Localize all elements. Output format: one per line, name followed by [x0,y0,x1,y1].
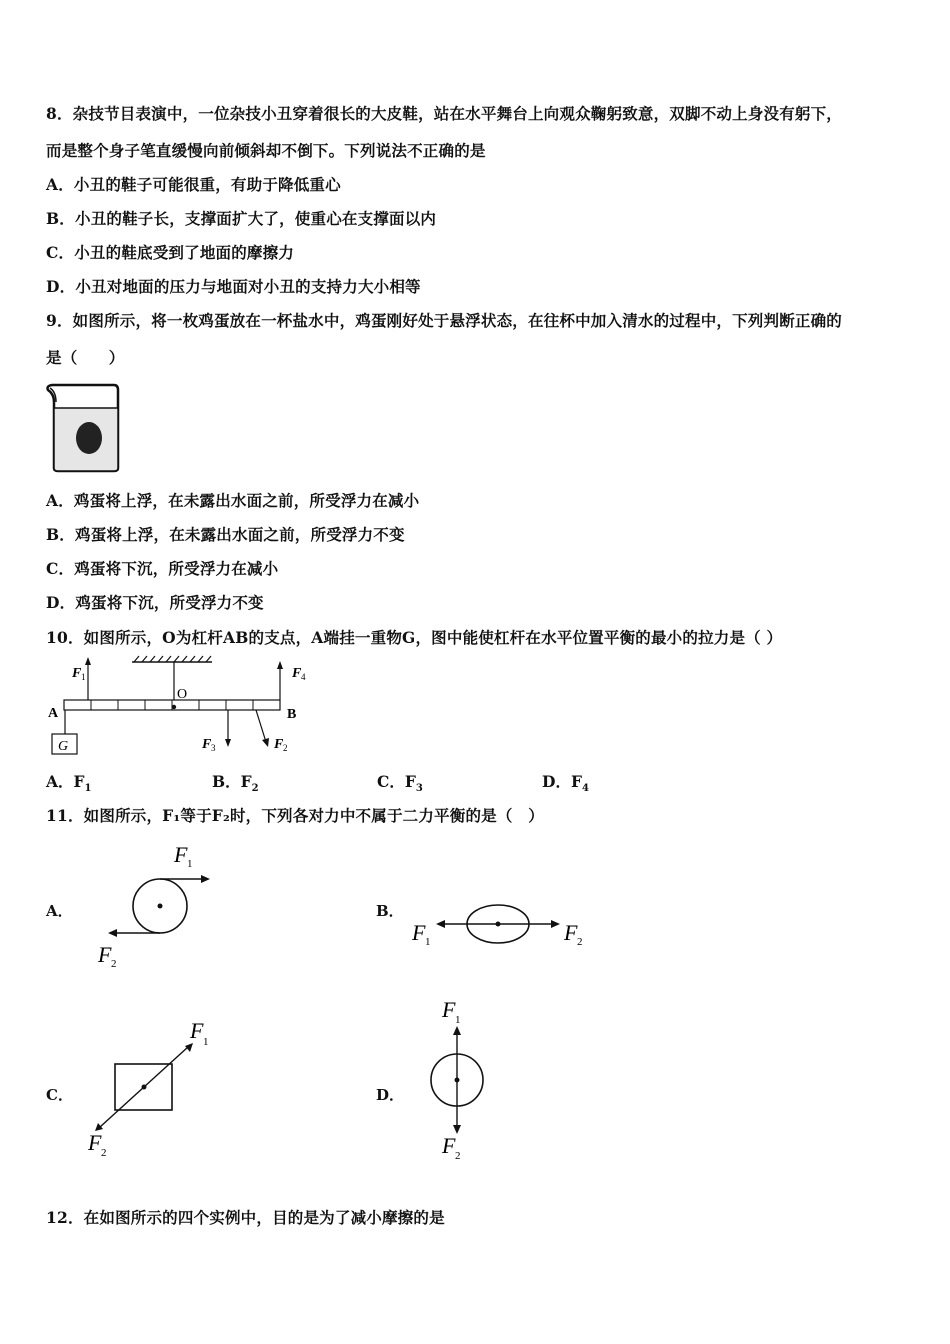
q8-stem-line1: 8．杂技节目表演中，一位杂技小丑穿着很长的大皮鞋，站在水平舞台上向观众鞠躬致意，双脚不动上身没有躬下， [46,104,842,123]
svg-text:1: 1 [455,1014,461,1026]
q8-option-c: C．小丑的鞋底受到了地面的摩擦力 [46,243,295,262]
q11-figure-d [420,990,500,1166]
svg-text:2: 2 [101,1147,107,1159]
q8-option-b: B．小丑的鞋子长，支撑面扩大了，使重心在支撑面以内 [46,209,437,228]
q11-figure-b [408,896,598,952]
label-F3: F [202,737,212,752]
pivot-point [172,705,176,709]
q11-label-a: A． [46,902,73,920]
label-F2: F [274,737,284,752]
svg-text:2: 2 [577,936,583,948]
svg-text:1: 1 [425,936,431,948]
label-G: G [58,739,69,754]
q8-option-a: A．小丑的鞋子可能很重，有助于降低重心 [46,175,341,194]
q11-figure-c [82,1016,222,1162]
q11-label-b: B． [376,902,404,920]
beaker-egg-figure [44,380,124,474]
svg-text:1: 1 [187,858,193,870]
q12-stem: 12．在如图所示的四个实例中，目的是为了减小摩擦的是 [46,1208,445,1227]
lever-figure [44,652,324,762]
svg-text:F: F [564,920,578,945]
label-F4: F [292,666,302,681]
svg-text:F: F [98,942,112,967]
q9-stem-line2: 是（ ） [46,348,125,367]
q10-option-d: D．$F_4$ [542,772,589,795]
label-O: O [177,687,188,702]
svg-text:F: F [412,920,426,945]
svg-text:F: F [88,1130,102,1155]
q11-label-c: C． [46,1086,73,1104]
svg-text:F: F [442,1133,456,1158]
q11-label-d: D． [376,1086,405,1104]
egg [76,422,102,454]
label-B: B [287,707,297,722]
q10-option-c: C．$F_3$ [377,772,423,795]
q10-option-b: B．$F_2$ [212,772,259,795]
q10-option-a: A．$F_1$ [46,772,92,795]
svg-text:2: 2 [455,1150,461,1162]
f2-arrow [256,710,266,742]
label-F4-sub: 4 [301,672,306,682]
q8-option-d: D．小丑对地面的压力与地面对小丑的支持力大小相等 [46,277,421,296]
q9-option-c: C．鸡蛋将下沉，所受浮力在减小 [46,559,279,578]
svg-text:F: F [190,1018,204,1043]
q9-option-a: A．鸡蛋将上浮，在未露出水面之前，所受浮力在减小 [46,491,420,510]
label-A: A [48,706,59,721]
label-F1-sub: 1 [81,672,86,682]
label-F1: F [72,666,82,681]
q11-stem: 11．如图所示，F₁等于F₂时，下列各对力中不属于二力平衡的是（ ） [46,806,544,825]
q8-stem-line2: 而是整个身子笔直缓慢向前倾斜却不倒下。下列说法不正确的是 [46,141,486,160]
q9-option-d: D．鸡蛋将下沉，所受浮力不变 [46,593,264,612]
q11-figure-a [92,838,232,978]
q9-option-b: B．鸡蛋将上浮，在未露出水面之前，所受浮力不变 [46,525,405,544]
svg-text:1: 1 [203,1036,209,1048]
label-F2-sub: 2 [283,743,288,753]
label-F3-sub: 3 [211,743,216,753]
q10-stem: 10．如图所示，O为杠杆AB的支点，A端挂一重物G，图中能使杠杆在水平位置平衡的最小的拉力是（ ） [46,628,783,647]
svg-text:F: F [174,842,188,867]
svg-text:F: F [442,997,456,1022]
svg-text:2: 2 [111,958,117,970]
q9-stem-line1: 9．如图所示，将一枚鸡蛋放在一杯盐水中，鸡蛋刚好处于悬浮状态，在往杯中加入清水的过程中，下列判断正确的 [46,311,842,330]
